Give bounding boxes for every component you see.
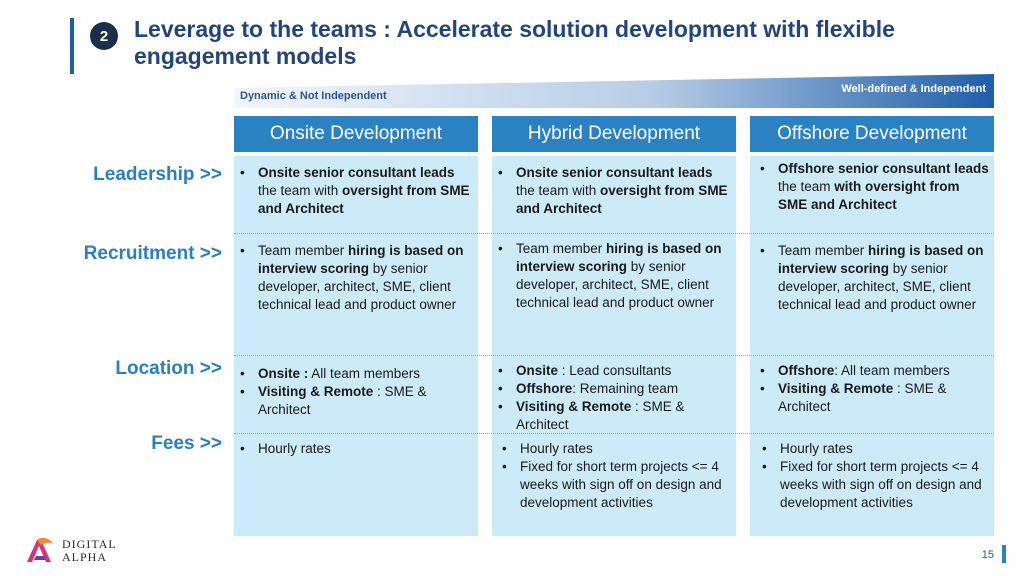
column-header-hybrid: Hybrid Development (492, 116, 736, 152)
text: : All team members (834, 363, 950, 378)
text: Fixed for short term projects <= 4 weeks with sign off on design and development activities (780, 459, 982, 510)
bullet-list (234, 440, 474, 458)
bullet-item (492, 398, 722, 434)
text: : SME & Architect (258, 384, 427, 417)
bold-text: Onsite senior consultant leads (258, 165, 455, 180)
bold-text: with oversight from SME and Architect (778, 179, 960, 212)
cell-recruitment-hybrid (492, 240, 736, 312)
cell-location-hybrid (492, 362, 722, 434)
bullet-item (234, 242, 478, 314)
bullet-item (756, 440, 982, 458)
bold-text: Onsite (516, 363, 559, 378)
bullet-item (754, 380, 986, 416)
bullet-item (496, 440, 722, 458)
bullet-item (234, 383, 464, 419)
text: Hourly rates (520, 441, 593, 456)
bold-text: oversight from SME and Architect (516, 183, 728, 216)
bullet-item (492, 164, 732, 218)
scale-right-label: Well-defined & Independent (841, 83, 986, 95)
bullet-item (492, 380, 722, 398)
slide-title: Leverage to the teams : Accelerate solution development with flexible engagement models (134, 16, 895, 69)
bullet-list (492, 164, 732, 218)
text: : SME & Architect (516, 399, 685, 432)
bold-text: Visiting & Remote (516, 399, 632, 414)
bold-text: oversight from SME and Architect (258, 183, 470, 216)
bold-text: Visiting & Remote (778, 381, 894, 396)
cell-fees-hybrid (496, 440, 722, 512)
page-accent-bar (1002, 545, 1006, 563)
cell-location-onsite (234, 365, 464, 419)
cell-leadership-hybrid (492, 164, 732, 218)
bullet-item (492, 240, 736, 312)
bullet-list (754, 242, 986, 314)
logo-wordmark (62, 538, 117, 564)
column-header-offshore: Offshore Development (750, 116, 994, 152)
cell-recruitment-onsite (234, 242, 478, 314)
section-number-badge: 2 (90, 22, 118, 50)
text: the team (778, 179, 835, 194)
cell-leadership-onsite (234, 164, 474, 218)
text: Fixed for short term projects <= 4 weeks with sign off on design and development activities (520, 459, 722, 510)
bullet-list (754, 160, 990, 214)
bold-text: hiring is based on interview scoring (778, 243, 984, 276)
bold-text: Offshore senior consultant leads (778, 161, 989, 176)
bold-text: Offshore (516, 381, 573, 396)
scale-left-label: Dynamic & Not Independent (240, 90, 387, 102)
cell-fees-offshore (756, 440, 982, 512)
title-accent-bar (70, 18, 74, 74)
bullet-list (234, 365, 464, 419)
bullet-item (234, 440, 474, 458)
bullet-item (754, 160, 990, 214)
text: by senior developer, architect, SME, client technical lead and product owner (258, 261, 457, 312)
bullet-item (754, 362, 986, 380)
cell-location-offshore (754, 362, 986, 416)
row-divider (234, 355, 994, 356)
logo-line-1: DIGITAL (62, 537, 117, 551)
bold-text: hiring is based on interview scoring (258, 243, 464, 276)
row-label-leadership: Leadership >> (93, 164, 222, 185)
text: by senior developer, architect, SME, client technical lead and product owner (778, 261, 977, 312)
text: Hourly rates (780, 441, 853, 456)
bold-text: Onsite : (258, 366, 309, 381)
text: : Remaining team (572, 381, 679, 396)
bullet-list (754, 362, 986, 416)
page-number: 15 (981, 549, 994, 561)
bullet-item (756, 458, 982, 512)
cell-recruitment-offshore (754, 242, 986, 314)
bullet-list (234, 164, 474, 218)
text: : Lead consultants (558, 363, 672, 378)
cell-leadership-offshore (754, 160, 990, 214)
bold-text: Visiting & Remote (258, 384, 374, 399)
bullet-item (234, 164, 474, 218)
bold-text: hiring is based on interview scoring (516, 241, 722, 274)
bullet-list (756, 440, 982, 512)
text: by senior developer, architect, SME, client technical lead and product owner (516, 259, 715, 310)
bullet-list (492, 240, 736, 312)
bullet-item (496, 458, 722, 512)
text: the team with (258, 183, 343, 198)
bullet-list (496, 440, 722, 512)
row-label-fees: Fees >> (151, 433, 222, 454)
bullet-list (492, 362, 722, 434)
bold-text: Offshore (778, 363, 835, 378)
bullet-item (492, 362, 722, 380)
bullet-list (234, 242, 478, 314)
text: All team members (308, 366, 421, 381)
text: Team member (516, 241, 607, 256)
logo-line-2: ALPHA (62, 550, 108, 564)
text: Team member (258, 243, 349, 258)
text: : SME & Architect (778, 381, 947, 414)
cell-fees-onsite (234, 440, 474, 458)
row-label-recruitment: Recruitment >> (83, 243, 222, 264)
text: the team with (516, 183, 601, 198)
text: Hourly rates (258, 441, 331, 456)
row-divider (234, 233, 994, 234)
bold-text: Onsite senior consultant leads (516, 165, 713, 180)
digital-alpha-logo-icon (24, 536, 56, 564)
bullet-item (754, 242, 986, 314)
text: Team member (778, 243, 869, 258)
bullet-item (234, 365, 464, 383)
column-header-onsite: Onsite Development (234, 116, 478, 152)
row-label-location: Location >> (115, 358, 222, 379)
